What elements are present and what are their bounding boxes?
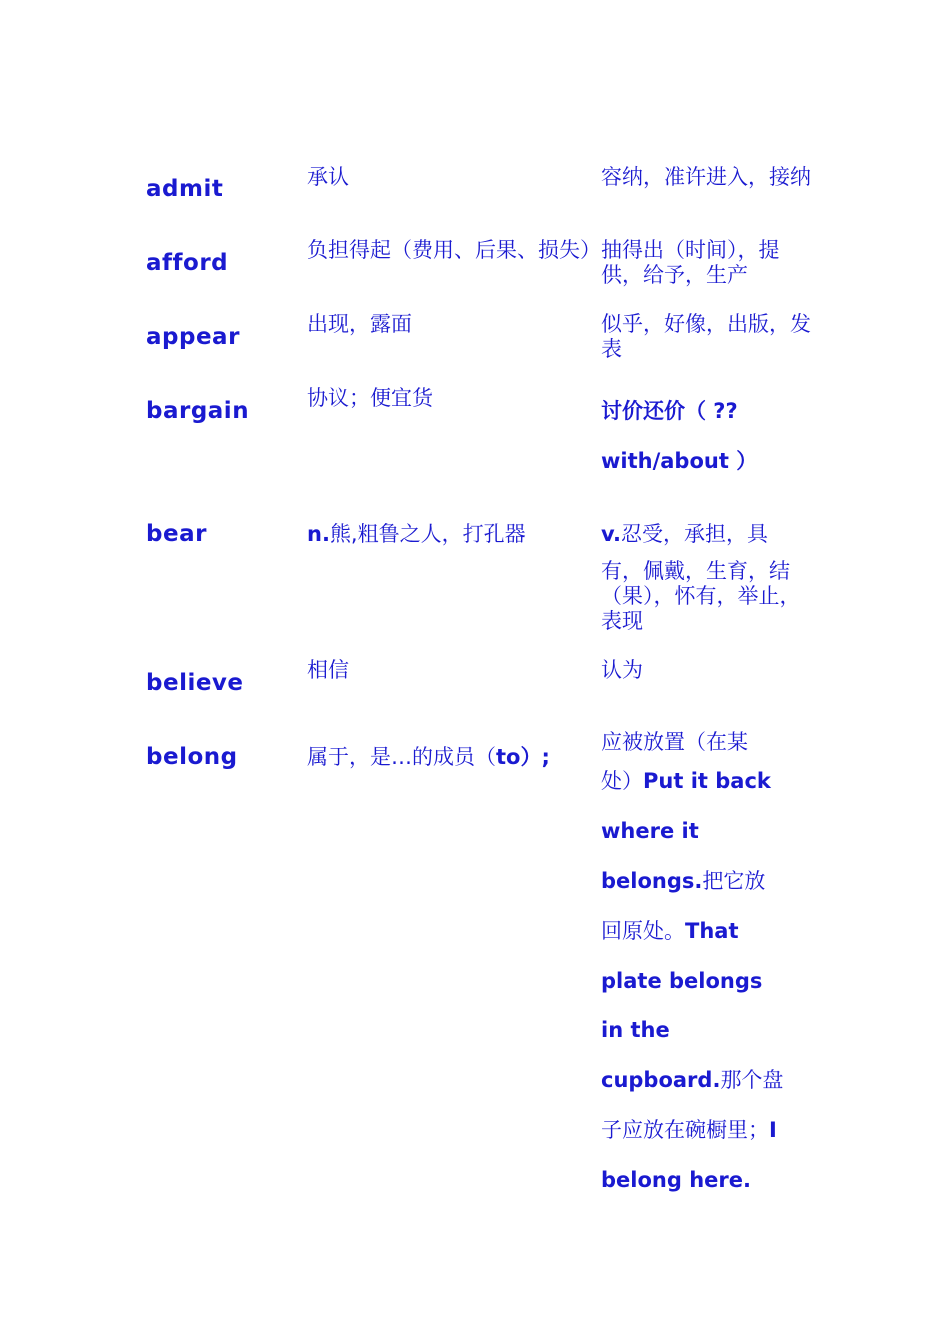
word-admit: admit [146, 176, 224, 202]
meaning-bargain-2-line2: with/about ） [601, 449, 758, 473]
meaning-belong-2-line [601, 1116, 815, 1144]
word-belong: belong [146, 744, 238, 770]
meaning-admit-1: 承认 [307, 165, 349, 189]
meaning-bear-2-line1 [601, 520, 815, 548]
meaning-belong-2-line [601, 917, 815, 945]
belong-example-1: 处）Put it back [601, 769, 771, 793]
word-believe: believe [146, 670, 244, 696]
belong-example-2: belongs.把它放 [601, 869, 766, 893]
meaning-belong-1 [307, 743, 597, 771]
meaning-belong-2-line [601, 1066, 815, 1094]
word-bear: bear [146, 521, 207, 547]
meaning-believe-1: 相信 [307, 658, 349, 682]
belong-example-3: 回原处。That [601, 919, 739, 943]
meaning-afford-1: 负担得起（费用、后果、损失） [307, 238, 601, 262]
meaning-bear-1-text: 熊,粗鲁之人，打孔器 [329, 522, 526, 546]
meaning-belong-1-to: to）; [496, 745, 550, 769]
pos-noun: n. [307, 522, 330, 546]
meaning-belong-2-line [601, 867, 815, 895]
meaning-believe-2: 认为 [601, 658, 643, 682]
meaning-belong-2-line: 应被放置（在某 [601, 730, 748, 754]
meaning-belong-2-line [601, 767, 815, 795]
meaning-bear-2-text: 忍受，承担，具 [620, 522, 768, 546]
meaning-belong-2-line: belong here. [601, 1168, 751, 1192]
meaning-appear-1: 出现，露面 [307, 312, 412, 336]
word-afford: afford [146, 250, 229, 276]
meaning-belong-2-line: plate belongs [601, 969, 763, 993]
word-appear: appear [146, 324, 240, 350]
meaning-bear-1 [307, 520, 597, 548]
meaning-afford-2: 抽得出（时间），提供，给予，生产 [601, 238, 780, 287]
belong-example-5: 子应放在碗橱里；I [601, 1118, 777, 1142]
meaning-admit-2: 容纳，准许进入，接纳 [601, 165, 811, 189]
meaning-belong-2-line: where it [601, 819, 699, 843]
meaning-bargain-2-line1: 讨价还价（ ?? [601, 399, 738, 423]
meaning-belong-1-text: 属于，是…的成员（ [307, 745, 496, 769]
meaning-bargain-1: 协议；便宜货 [307, 386, 433, 410]
meaning-belong-2-line: in the [601, 1018, 670, 1042]
belong-example-4: cupboard.那个盘 [601, 1068, 784, 1092]
meaning-appear-2: 似乎，好像，出版，发表 [601, 312, 811, 361]
word-bargain: bargain [146, 398, 250, 424]
meaning-bear-2-line2: 有，佩戴，生育，结（果），怀有，举止，表现 [601, 559, 801, 633]
pos-verb: v. [601, 522, 621, 546]
